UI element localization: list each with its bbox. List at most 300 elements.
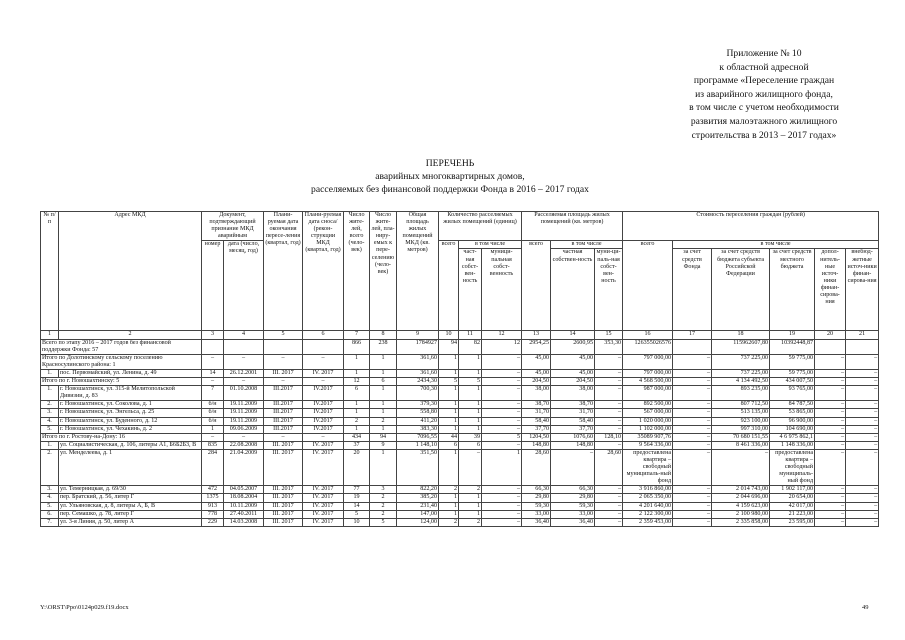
- table-row: [41, 518, 879, 526]
- table-cell: IV.2017: [303, 386, 344, 401]
- table-cell: –: [303, 433, 344, 441]
- table-cell: 1: [370, 386, 397, 401]
- table-cell: 66,30: [522, 486, 551, 494]
- table-cell: 1 102 000,00: [623, 425, 673, 433]
- table-cell: [224, 339, 264, 354]
- table-cell: IV. 2017: [303, 510, 344, 518]
- table-cell: 1: [370, 369, 397, 377]
- table-cell: –: [673, 486, 712, 494]
- table-cell: 59,30: [551, 502, 595, 510]
- column-number: 12: [482, 331, 522, 339]
- table-cell: –: [673, 354, 712, 369]
- column-number: 18: [712, 331, 770, 339]
- table-cell: пер. Семашко, д. 78, литер Г: [59, 510, 202, 518]
- table-cell: –: [595, 354, 623, 369]
- table-cell: 1: [439, 401, 459, 409]
- table-cell: –: [482, 518, 522, 526]
- table-cell: г. Новошахтинск, ул. Энгельса, д. 25: [59, 409, 202, 417]
- table-cell: 2 100 980,00: [712, 510, 770, 518]
- table-cell: 45,00: [551, 369, 595, 377]
- table-cell: –: [595, 386, 623, 401]
- table-cell: 19: [344, 494, 370, 502]
- table-cell: 2954,25: [522, 339, 551, 354]
- table-cell: 1 148,10: [397, 441, 439, 449]
- table-cell: 4 201 640,00: [623, 502, 673, 510]
- table-cell: 2.: [41, 449, 59, 485]
- table-summary-row: [41, 378, 879, 386]
- table-cell: 84 787,50: [770, 401, 815, 409]
- table-cell: 1375: [202, 494, 224, 502]
- table-cell: 8 461 336,00: [712, 441, 770, 449]
- table-cell: 2.: [41, 401, 59, 409]
- title-line-1: ПЕРЕЧЕНЬ: [425, 158, 475, 169]
- table-cell: 5.: [41, 425, 59, 433]
- table-cell: 7: [202, 386, 224, 401]
- table-cell: 26.12.2001: [224, 369, 264, 377]
- table-cell: –: [815, 502, 846, 510]
- table-cell: –: [815, 449, 846, 485]
- table-cell: –: [846, 409, 879, 417]
- table-row: [41, 502, 879, 510]
- table-cell: 22.08.2008: [224, 441, 264, 449]
- table-cell: 4 568 500,00: [623, 378, 673, 386]
- table-cell: –: [673, 518, 712, 526]
- table-cell: 35089 907,76: [623, 433, 673, 441]
- table-summary-row: [41, 354, 879, 369]
- table-cell: –: [264, 433, 303, 441]
- table-cell: 361,60: [397, 354, 439, 369]
- table-cell: 351,50: [397, 449, 439, 485]
- column-number: 13: [522, 331, 551, 339]
- table-cell: –: [815, 401, 846, 409]
- column-number: 3: [202, 331, 224, 339]
- table-cell: 1: [459, 386, 482, 401]
- table-cell: 835: [202, 441, 224, 449]
- table-cell: III.2017: [264, 386, 303, 401]
- table-cell: –: [224, 354, 264, 369]
- table-cell: 2 065 350,00: [623, 494, 673, 502]
- table-cell: 737 225,00: [712, 369, 770, 377]
- table-cell: –: [264, 354, 303, 369]
- table-cell: 37,70: [551, 425, 595, 433]
- header-cell: за счет средств Фонда: [673, 249, 712, 331]
- header-cell: частная собствен-ность: [551, 249, 595, 331]
- table-cell: 42 017,00: [770, 502, 815, 510]
- table-row: [41, 494, 879, 502]
- header-cell: Расселяемая площадь жилых помещений (кв. метров): [522, 212, 623, 241]
- table-cell: 6.: [41, 510, 59, 518]
- header-cell: внебюд-жетные источ-ники финан-сирова-ния: [846, 249, 879, 331]
- table-cell: IV.2017: [303, 409, 344, 417]
- table-cell: –: [595, 494, 623, 502]
- header-cell: Адрес МКД: [59, 212, 202, 331]
- table-cell: 45,00: [522, 354, 551, 369]
- table-cell: 2 335 858,00: [712, 518, 770, 526]
- column-number: 1: [41, 331, 59, 339]
- table-cell: 19.11.2009: [224, 417, 264, 425]
- table-cell: 124,00: [397, 518, 439, 526]
- table-cell: 1: [459, 401, 482, 409]
- header-cell: Стоимость переселения граждан (рублей): [623, 212, 879, 241]
- table-cell: 70 680 151,55: [712, 433, 770, 441]
- table-cell: 27.40.2011: [224, 510, 264, 518]
- header-cell: муници-пальная собст-венность: [482, 249, 522, 331]
- table-cell: 1: [202, 425, 224, 433]
- table-cell: 379,30: [397, 401, 439, 409]
- table-cell: –: [482, 510, 522, 518]
- table-cell: ул. Социалистическая, д. 106, литеры А1, Б6Б2Б3, В: [59, 441, 202, 449]
- table-cell: 1: [482, 449, 522, 485]
- table-cell: –: [846, 486, 879, 494]
- table-cell: 37,70: [522, 425, 551, 433]
- table-cell: 2: [439, 486, 459, 494]
- table-cell: –: [482, 486, 522, 494]
- table-cell: 20: [344, 449, 370, 485]
- table-cell: –: [815, 378, 846, 386]
- table-cell: 12: [482, 339, 522, 354]
- table-cell: –: [595, 518, 623, 526]
- table-cell: б/н: [202, 409, 224, 417]
- table-cell: 29,80: [551, 494, 595, 502]
- table-cell: [673, 339, 712, 354]
- table-cell: пер. Братский, д. 56, литер Г: [59, 494, 202, 502]
- table-cell: 94: [370, 433, 397, 441]
- table-cell: 1: [370, 354, 397, 369]
- table-cell: –: [846, 401, 879, 409]
- column-number: 14: [551, 331, 595, 339]
- table-cell: 4.: [41, 494, 59, 502]
- header-cell: Общая площадь жилых помещений МКД (кв. метров): [397, 212, 439, 331]
- table-cell: 1: [370, 401, 397, 409]
- table-cell: 383,30: [397, 425, 439, 433]
- table-cell: –: [673, 425, 712, 433]
- table-cell: 778: [202, 510, 224, 518]
- title-line-3: расселяемых без финансовой поддержки Фонда в 2016 – 2017 годах: [311, 184, 589, 195]
- column-number: 21: [846, 331, 879, 339]
- table-cell: –: [815, 518, 846, 526]
- table-cell: III. 2017: [264, 502, 303, 510]
- table-cell: 1: [439, 502, 459, 510]
- table-cell: 104 690,00: [770, 425, 815, 433]
- column-number: 10: [439, 331, 459, 339]
- table-cell: –: [595, 369, 623, 377]
- table-cell: 1: [439, 494, 459, 502]
- table-row: [41, 369, 879, 377]
- table-cell: 797 000,00: [623, 369, 673, 377]
- table-cell: 411,20: [397, 417, 439, 425]
- table-cell: 1.: [41, 386, 59, 401]
- table-cell: 59 775,00: [770, 354, 815, 369]
- table-cell: –: [846, 518, 879, 526]
- table-cell: 1: [344, 354, 370, 369]
- table-cell: –: [673, 409, 712, 417]
- table-cell: 33,00: [522, 510, 551, 518]
- table-cell: –: [482, 369, 522, 377]
- table-cell: 2: [370, 494, 397, 502]
- table-cell: Итого по г. Ростову-на-Дону: 16: [41, 433, 202, 441]
- table-row: [41, 425, 879, 433]
- table-cell: –: [482, 502, 522, 510]
- annex-block: [648, 47, 880, 142]
- table-cell: –: [482, 354, 522, 369]
- header-cell: за счет средств местного бюджета: [770, 249, 815, 331]
- table-cell: 58,40: [551, 417, 595, 425]
- table-cell: 19.11.2009: [224, 401, 264, 409]
- table-cell: [264, 339, 303, 354]
- table-cell: IV. 2017: [303, 502, 344, 510]
- table-cell: б/н: [202, 401, 224, 409]
- table-cell: 128,10: [595, 433, 623, 441]
- table-cell: 1: [439, 409, 459, 417]
- table-cell: –: [202, 378, 224, 386]
- header-cell: в том числе: [551, 241, 623, 249]
- table-cell: 1: [344, 409, 370, 417]
- table-cell: 987 000,00: [623, 386, 673, 401]
- table-cell: –: [202, 433, 224, 441]
- table-cell: 01.10.2008: [224, 386, 264, 401]
- table-cell: –: [846, 502, 879, 510]
- table-row: [41, 386, 879, 401]
- table-cell: [202, 339, 224, 354]
- header-cell: номер: [202, 241, 224, 331]
- table-cell: –: [673, 433, 712, 441]
- table-cell: III. 2017: [264, 449, 303, 485]
- table-cell: 20 654,00: [770, 494, 815, 502]
- table-row: [41, 510, 879, 518]
- header-cell: № п/п: [41, 212, 59, 331]
- annex-line: развития малоэтажного жилищного: [690, 115, 838, 127]
- table-cell: –: [815, 354, 846, 369]
- table-cell: 148,80: [551, 441, 595, 449]
- table-cell: 126355026576: [623, 339, 673, 354]
- table-cell: 558,80: [397, 409, 439, 417]
- table-cell: 1: [439, 425, 459, 433]
- table-cell: 1: [459, 354, 482, 369]
- table-cell: 1: [439, 449, 459, 485]
- table-cell: 204,50: [522, 378, 551, 386]
- table-cell: 38,00: [551, 386, 595, 401]
- table-cell: III. 2017: [264, 441, 303, 449]
- table-cell: г. Новошахтинск, ул. Соколова, д. 1: [59, 401, 202, 409]
- header-cell: Количество расселяемых жилых помещений (единиц): [439, 212, 522, 241]
- table-cell: –: [595, 425, 623, 433]
- table-cell: 1204,50: [522, 433, 551, 441]
- table-cell: 93 765,00: [770, 386, 815, 401]
- header-cell: всего: [522, 241, 551, 331]
- table-cell: –: [595, 409, 623, 417]
- table-cell: III. 2017: [264, 518, 303, 526]
- table-cell: –: [846, 354, 879, 369]
- column-number: 16: [623, 331, 673, 339]
- table-cell: 1: [439, 417, 459, 425]
- table-cell: 1: [459, 409, 482, 417]
- table-cell: [815, 339, 846, 354]
- header-cell: муни-ци-паль-ная собст-вен-ность: [595, 249, 623, 331]
- table-cell: 1: [370, 425, 397, 433]
- table-cell: –: [815, 417, 846, 425]
- annex-line: из аварийного жилищного фонда,: [695, 88, 833, 100]
- table-cell: 23 595,00: [770, 518, 815, 526]
- table-cell: 7096,55: [397, 433, 439, 441]
- table-cell: –: [595, 510, 623, 518]
- table-summary-row: [41, 433, 879, 441]
- table-cell: 6: [370, 378, 397, 386]
- table-cell: III.2017: [264, 417, 303, 425]
- table-cell: 238: [370, 339, 397, 354]
- table-cell: 1076,60: [551, 433, 595, 441]
- page-number: 49: [862, 604, 869, 611]
- table-cell: –: [815, 486, 846, 494]
- table-cell: 9 564 336,00: [623, 441, 673, 449]
- table-cell: –: [224, 433, 264, 441]
- table-cell: 19.11.2009: [224, 409, 264, 417]
- table-cell: –: [815, 441, 846, 449]
- table-cell: 385,20: [397, 494, 439, 502]
- table-cell: III. 2017: [264, 486, 303, 494]
- table-cell: 2: [439, 518, 459, 526]
- table-cell: –: [482, 378, 522, 386]
- table-cell: IV. 2017: [303, 369, 344, 377]
- table-cell: 1: [459, 494, 482, 502]
- table-cell: –: [673, 494, 712, 502]
- table-cell: –: [551, 449, 595, 485]
- table-cell: –: [264, 378, 303, 386]
- table-cell: 1: [459, 417, 482, 425]
- table-cell: 59,30: [522, 502, 551, 510]
- table-cell: 38,70: [522, 401, 551, 409]
- table-cell: 737 225,00: [712, 354, 770, 369]
- table-cell: –: [846, 386, 879, 401]
- table-cell: 3 916 860,00: [623, 486, 673, 494]
- table-cell: 923 100,00: [712, 417, 770, 425]
- table-cell: 822,20: [397, 486, 439, 494]
- table-row: [41, 449, 879, 485]
- table-cell: г. Новошахтинск, ул. Буденного, д. 12: [59, 417, 202, 425]
- title-line-2: аварийных многоквартирных домов,: [375, 171, 525, 182]
- table-cell: Всего по этапу 2016 – 2017 годов без финансовой поддержки Фонда: 57: [41, 339, 202, 354]
- table-cell: –: [673, 378, 712, 386]
- table-cell: 1784927: [397, 339, 439, 354]
- table-cell: 797 000,00: [623, 354, 673, 369]
- header-cell: в том числе: [459, 241, 522, 249]
- table-cell: 28,60: [595, 449, 623, 485]
- table-cell: 9: [370, 441, 397, 449]
- table-cell: 1: [439, 354, 459, 369]
- table-cell: –: [815, 369, 846, 377]
- table-cell: –: [303, 378, 344, 386]
- table-cell: –: [712, 449, 770, 485]
- table-cell: 33,00: [551, 510, 595, 518]
- table-cell: 37: [344, 441, 370, 449]
- table-cell: –: [846, 378, 879, 386]
- table-cell: IV. 2017: [303, 441, 344, 449]
- table-cell: 513 135,00: [712, 409, 770, 417]
- header-cell: Документ, подтверждающий признание МКД аварийным: [202, 212, 264, 241]
- table-cell: г. Новошахтинск, ул. 315-й Мелитопольской Дивизии, д. 83: [59, 386, 202, 401]
- header-cell: Плани-руемая дата сноса/ (рекон-струкции МКД (квартал, год): [303, 212, 344, 331]
- table-cell: 12: [344, 378, 370, 386]
- table-cell: –: [673, 401, 712, 409]
- table-cell: 38,00: [522, 386, 551, 401]
- table-cell: 147,00: [397, 510, 439, 518]
- header-cell: всего: [439, 241, 459, 331]
- header-cell: част-ная собст-вен-ность: [459, 249, 482, 331]
- table-cell: 892 500,00: [623, 401, 673, 409]
- table-cell: 14: [344, 502, 370, 510]
- table-cell: –: [459, 449, 482, 485]
- table-cell: III.2017: [264, 425, 303, 433]
- table-cell: ул. Ульяновская, д. 8, литеры А, Б, В: [59, 502, 202, 510]
- table-cell: 1: [370, 449, 397, 485]
- table-cell: 7.: [41, 518, 59, 526]
- header-cell: за счет средств бюджета субъекта Российской Федерации: [712, 249, 770, 331]
- table-cell: 2: [344, 417, 370, 425]
- table-cell: 21 223,00: [770, 510, 815, 518]
- column-number: 17: [673, 331, 712, 339]
- column-number: 8: [370, 331, 397, 339]
- table-cell: IV.2017: [303, 425, 344, 433]
- table-cell: 1: [344, 401, 370, 409]
- table-cell: 10.11.2009: [224, 502, 264, 510]
- table-cell: 38,70: [551, 401, 595, 409]
- table-row: [41, 486, 879, 494]
- table-cell: 2 044 696,00: [712, 494, 770, 502]
- table-cell: –: [673, 417, 712, 425]
- file-path: Y:\ORST\Ppo\0124p029.f19.docx: [40, 604, 129, 611]
- table-cell: –: [846, 433, 879, 441]
- table-cell: III.2017: [264, 401, 303, 409]
- annex-line: в том числе с учетом необходимости: [689, 102, 839, 114]
- header-cell: Плани-руемая дата окончания пересе-ления (квартал, год): [264, 212, 303, 331]
- table-cell: 4.: [41, 417, 59, 425]
- table-cell: –: [673, 369, 712, 377]
- table-cell: –: [595, 378, 623, 386]
- table-cell: 58,40: [522, 417, 551, 425]
- table-cell: 1: [459, 425, 482, 433]
- table-cell: 229: [202, 518, 224, 526]
- annex-line: строительства в 2013 – 2017 годах»: [691, 129, 837, 141]
- table-cell: 893 235,00: [712, 386, 770, 401]
- table-cell: 5: [482, 433, 522, 441]
- table-cell: 6: [344, 386, 370, 401]
- table-cell: 2 014 743,00: [712, 486, 770, 494]
- table-cell: –: [815, 433, 846, 441]
- table-cell: IV. 2017: [303, 449, 344, 485]
- table-cell: предоставлена квартира – свободный муниципаль-ный фонд: [623, 449, 673, 485]
- table-cell: –: [482, 409, 522, 417]
- table-cell: –: [202, 354, 224, 369]
- table-cell: 472: [202, 486, 224, 494]
- table-cell: 59 775,00: [770, 369, 815, 377]
- table-cell: 14.03.2008: [224, 518, 264, 526]
- table-cell: 29,80: [522, 494, 551, 502]
- table-cell: 14: [202, 369, 224, 377]
- column-number-row: [41, 331, 879, 339]
- table-cell: –: [846, 417, 879, 425]
- column-number: 15: [595, 331, 623, 339]
- column-number: 4: [224, 331, 264, 339]
- table-cell: 204,50: [551, 378, 595, 386]
- table-cell: 1 902 117,00: [770, 486, 815, 494]
- table-cell: –: [673, 449, 712, 485]
- table-cell: 2434,30: [397, 378, 439, 386]
- table-cell: 2 359 453,00: [623, 518, 673, 526]
- table-cell: –: [846, 510, 879, 518]
- table-header: [41, 212, 879, 340]
- column-number: 19: [770, 331, 815, 339]
- table-cell: 148,80: [522, 441, 551, 449]
- table-body: [41, 339, 879, 526]
